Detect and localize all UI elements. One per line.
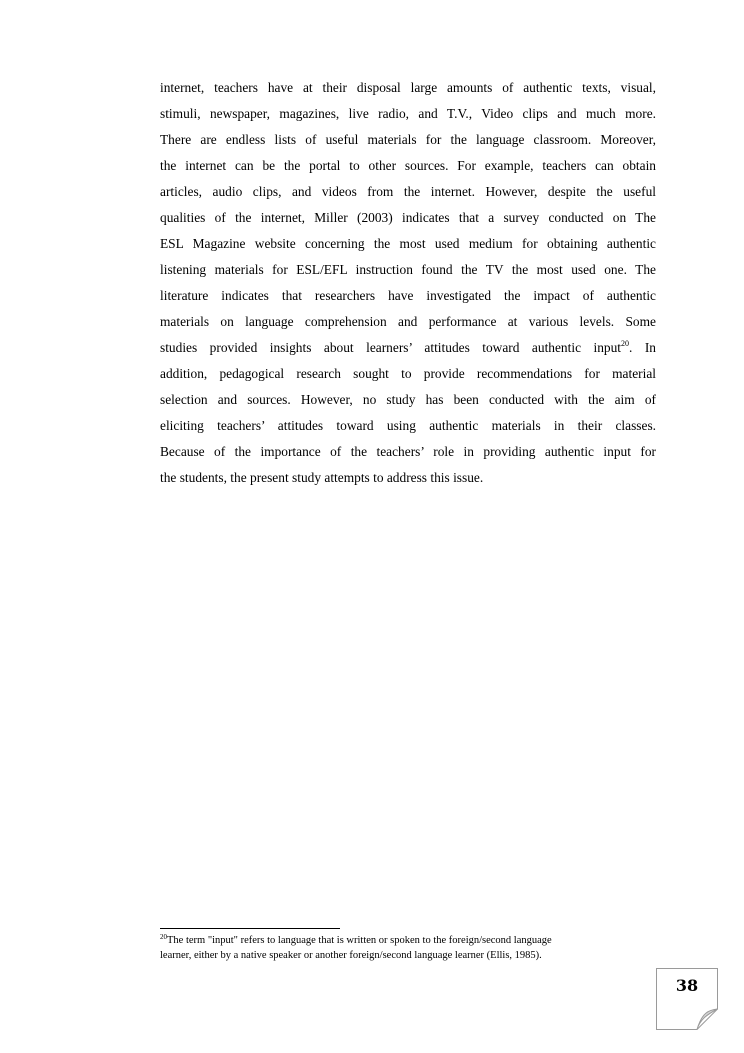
text-line: There are endless lists of useful materials for the language classroom. Moreover, <box>160 132 656 147</box>
page-number-badge <box>656 968 718 1030</box>
body-paragraph <box>160 75 656 491</box>
text-line: Because of the importance of the teachers’ role in providing authentic input for <box>160 444 656 459</box>
page-number: 38 <box>675 976 699 995</box>
footnote-line <box>160 933 640 948</box>
footnote <box>160 933 640 963</box>
text-line: literature indicates that researchers have investigated the impact of authentic <box>160 288 656 303</box>
footnote-line: learner, either by a native speaker or another foreign/second language learner (Ellis, 1985). <box>160 950 542 961</box>
text-line: articles, audio clips, and videos from the internet. However, despite the useful <box>160 184 656 199</box>
text-segment: . In <box>629 340 656 355</box>
footnote-marker: 20 <box>160 933 167 941</box>
text-line: listening materials for ESL/EFL instruction found the TV the most used one. The <box>160 262 656 277</box>
footnote-separator <box>160 928 340 929</box>
text-line: the internet can be the portal to other sources. For example, teachers can obtain <box>160 158 656 173</box>
text-line: stimuli, newspaper, magazines, live radio, and T.V., Video clips and much more. <box>160 106 656 121</box>
footnote-text: The term "input" refers to language that is written or spoken to the foreign/second language <box>167 935 552 946</box>
text-line: materials on language comprehension and performance at various levels. Some <box>160 314 656 329</box>
text-line: the students, the present study attempts to address this issue. <box>160 470 484 485</box>
footnote-reference: 20 <box>621 339 630 348</box>
text-line-with-footnote <box>160 335 656 361</box>
text-line: eliciting teachers’ attitudes toward using authentic materials in their classes. <box>160 418 656 433</box>
text-line: internet, teachers have at their disposal large amounts of authentic texts, visual, <box>160 80 656 95</box>
text-segment: studies provided insights about learners’ attitudes toward authentic input <box>160 340 622 355</box>
text-line: qualities of the internet, Miller (2003) indicates that a survey conducted on The <box>160 210 656 225</box>
text-line: selection and sources. However, no study has been conducted with the aim of <box>160 392 656 407</box>
text-line: addition, pedagogical research sought to provide recommendations for material <box>160 366 656 381</box>
text-line: ESL Magazine website concerning the most used medium for obtaining authentic <box>160 236 656 251</box>
